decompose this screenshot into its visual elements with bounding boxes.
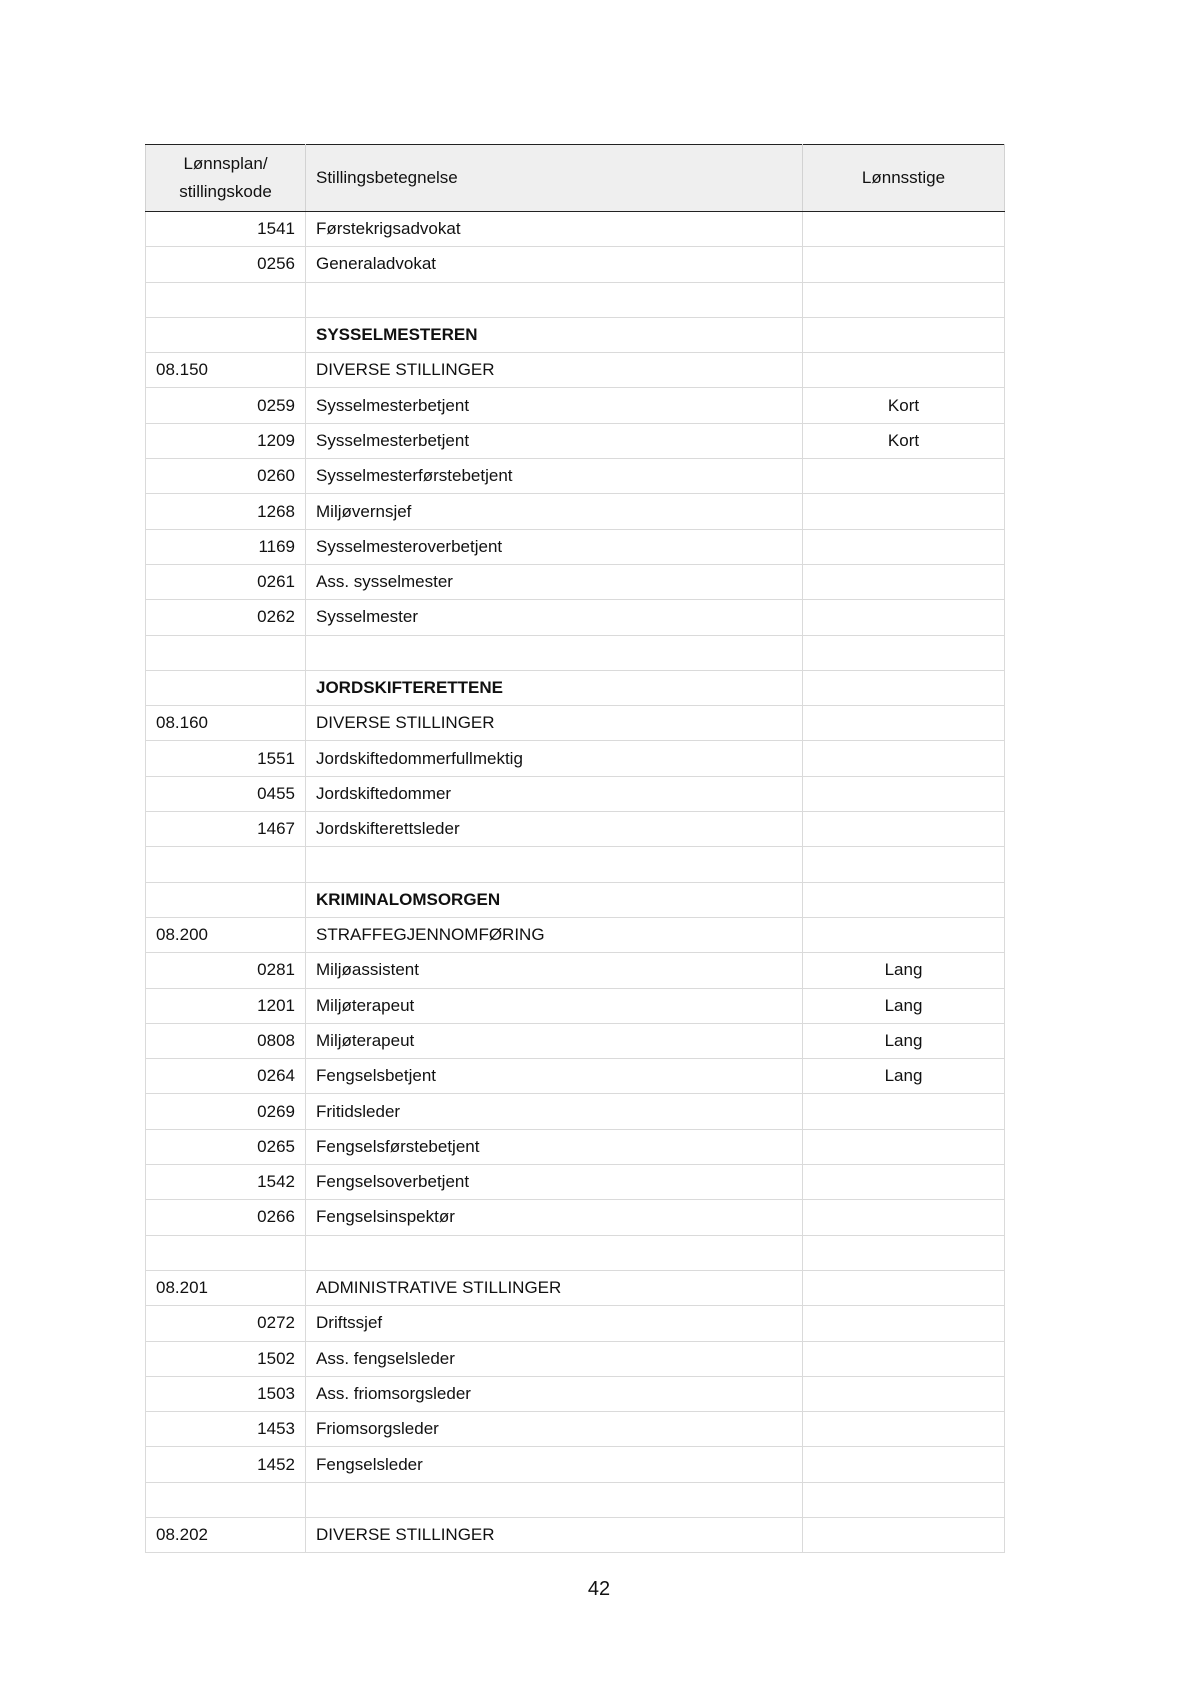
cell-title: Fengselsførstebetjent xyxy=(306,1129,803,1164)
cell-title: Ass. sysselmester xyxy=(306,564,803,599)
cell-code: 1503 xyxy=(146,1376,306,1411)
table-row xyxy=(146,1023,1005,1058)
cell-scale xyxy=(803,1094,1005,1129)
table-row xyxy=(146,353,1005,388)
table-row xyxy=(146,741,1005,776)
cell-scale xyxy=(803,670,1005,705)
cell-code xyxy=(146,847,306,882)
cell-title: Jordskiftedommer xyxy=(306,776,803,811)
cell-code xyxy=(146,635,306,670)
cell-scale xyxy=(803,600,1005,635)
cell-scale xyxy=(803,1341,1005,1376)
table-row xyxy=(146,1306,1005,1341)
cell-scale: Lang xyxy=(803,1023,1005,1058)
cell-scale xyxy=(803,882,1005,917)
cell-scale: Lang xyxy=(803,1059,1005,1094)
cell-code: 1541 xyxy=(146,212,306,247)
cell-code: 0808 xyxy=(146,1023,306,1058)
cell-title xyxy=(306,847,803,882)
cell-code: 0262 xyxy=(146,600,306,635)
cell-title: Sysselmesterbetjent xyxy=(306,388,803,423)
cell-title: Friomsorgsleder xyxy=(306,1412,803,1447)
cell-code: 1268 xyxy=(146,494,306,529)
cell-scale xyxy=(803,529,1005,564)
cell-scale xyxy=(803,494,1005,529)
table-row xyxy=(146,423,1005,458)
cell-code: 08.200 xyxy=(146,917,306,952)
cell-title: Generaladvokat xyxy=(306,247,803,282)
header-code-line2: stillingskode xyxy=(179,182,272,201)
cell-code: 1169 xyxy=(146,529,306,564)
cell-title: Fengselsleder xyxy=(306,1447,803,1482)
cell-code: 0256 xyxy=(146,247,306,282)
cell-scale xyxy=(803,1200,1005,1235)
cell-title: Sysselmesteroverbetjent xyxy=(306,529,803,564)
cell-code xyxy=(146,1235,306,1270)
cell-code: 1201 xyxy=(146,988,306,1023)
cell-scale xyxy=(803,1270,1005,1305)
cell-code: 0455 xyxy=(146,776,306,811)
cell-title: Miljøterapeut xyxy=(306,1023,803,1058)
cell-code: 08.160 xyxy=(146,706,306,741)
cell-scale: Lang xyxy=(803,953,1005,988)
cell-code: 0261 xyxy=(146,564,306,599)
table-row xyxy=(146,1517,1005,1552)
table-row xyxy=(146,882,1005,917)
cell-title: Jordskiftedommerfullmektig xyxy=(306,741,803,776)
table-row xyxy=(146,988,1005,1023)
table-row xyxy=(146,1270,1005,1305)
cell-scale xyxy=(803,247,1005,282)
table-row xyxy=(146,247,1005,282)
cell-scale xyxy=(803,317,1005,352)
cell-code xyxy=(146,882,306,917)
cell-code xyxy=(146,670,306,705)
cell-code: 0281 xyxy=(146,953,306,988)
cell-scale xyxy=(803,917,1005,952)
cell-code xyxy=(146,1482,306,1517)
cell-title xyxy=(306,1235,803,1270)
table-row xyxy=(146,1447,1005,1482)
cell-scale xyxy=(803,706,1005,741)
table-header xyxy=(146,145,1005,212)
table-body xyxy=(146,212,1005,1553)
cell-title: Jordskifterettsleder xyxy=(306,812,803,847)
cell-scale xyxy=(803,212,1005,247)
cell-code: 0266 xyxy=(146,1200,306,1235)
cell-code xyxy=(146,317,306,352)
cell-scale: Kort xyxy=(803,423,1005,458)
cell-title: Fengselsoverbetjent xyxy=(306,1165,803,1200)
cell-scale xyxy=(803,1129,1005,1164)
cell-scale: Kort xyxy=(803,388,1005,423)
cell-title: ADMINISTRATIVE STILLINGER xyxy=(306,1270,803,1305)
cell-code: 08.202 xyxy=(146,1517,306,1552)
table-row xyxy=(146,670,1005,705)
cell-scale xyxy=(803,635,1005,670)
cell-code: 0264 xyxy=(146,1059,306,1094)
table-row xyxy=(146,847,1005,882)
cell-title: Miljøvernsjef xyxy=(306,494,803,529)
cell-title: Sysselmester xyxy=(306,600,803,635)
table-row xyxy=(146,953,1005,988)
table-row xyxy=(146,459,1005,494)
table-row xyxy=(146,1129,1005,1164)
cell-title: Miljøassistent xyxy=(306,953,803,988)
cell-title: Miljøterapeut xyxy=(306,988,803,1023)
cell-code: 1502 xyxy=(146,1341,306,1376)
cell-scale xyxy=(803,812,1005,847)
cell-scale: Lang xyxy=(803,988,1005,1023)
cell-scale xyxy=(803,1412,1005,1447)
cell-code: 1452 xyxy=(146,1447,306,1482)
header-code-line1: Lønnsplan/ xyxy=(183,154,268,173)
cell-code: 1551 xyxy=(146,741,306,776)
header-row xyxy=(146,145,1005,212)
table-row xyxy=(146,706,1005,741)
cell-title: Fritidsleder xyxy=(306,1094,803,1129)
cell-title: DIVERSE STILLINGER xyxy=(306,706,803,741)
table-row xyxy=(146,776,1005,811)
table-row xyxy=(146,388,1005,423)
cell-title: DIVERSE STILLINGER xyxy=(306,353,803,388)
table-row xyxy=(146,1200,1005,1235)
cell-code: 08.150 xyxy=(146,353,306,388)
table-row xyxy=(146,917,1005,952)
cell-scale xyxy=(803,1306,1005,1341)
cell-scale xyxy=(803,1235,1005,1270)
cell-scale xyxy=(803,282,1005,317)
table-row xyxy=(146,600,1005,635)
cell-section-heading: JORDSKIFTERETTENE xyxy=(306,670,803,705)
cell-title: Førstekrigsadvokat xyxy=(306,212,803,247)
cell-code xyxy=(146,282,306,317)
cell-code: 1542 xyxy=(146,1165,306,1200)
cell-title: Sysselmesterførstebetjent xyxy=(306,459,803,494)
table-row xyxy=(146,1094,1005,1129)
table-row xyxy=(146,282,1005,317)
cell-title xyxy=(306,1482,803,1517)
cell-title: Fengselsbetjent xyxy=(306,1059,803,1094)
cell-title: DIVERSE STILLINGER xyxy=(306,1517,803,1552)
cell-scale xyxy=(803,741,1005,776)
table-row xyxy=(146,1059,1005,1094)
cell-scale xyxy=(803,1482,1005,1517)
cell-scale xyxy=(803,1517,1005,1552)
table-row xyxy=(146,317,1005,352)
table-row xyxy=(146,1341,1005,1376)
cell-scale xyxy=(803,847,1005,882)
table-row xyxy=(146,529,1005,564)
cell-code: 08.201 xyxy=(146,1270,306,1305)
table-row xyxy=(146,1235,1005,1270)
cell-code: 1209 xyxy=(146,423,306,458)
cell-code: 0265 xyxy=(146,1129,306,1164)
table-row xyxy=(146,1165,1005,1200)
cell-title xyxy=(306,635,803,670)
header-title: Stillingsbetegnelse xyxy=(306,145,803,212)
page-number: 42 xyxy=(587,1578,611,1600)
cell-code: 0269 xyxy=(146,1094,306,1129)
cell-title: Driftssjef xyxy=(306,1306,803,1341)
table-row xyxy=(146,494,1005,529)
cell-scale xyxy=(803,1447,1005,1482)
cell-title: Fengselsinspektør xyxy=(306,1200,803,1235)
cell-title: Ass. friomsorgsleder xyxy=(306,1376,803,1411)
cell-code: 0259 xyxy=(146,388,306,423)
table-row xyxy=(146,812,1005,847)
cell-section-heading: KRIMINALOMSORGEN xyxy=(306,882,803,917)
table-row xyxy=(146,1412,1005,1447)
table-row xyxy=(146,635,1005,670)
cell-scale xyxy=(803,459,1005,494)
table-row xyxy=(146,212,1005,247)
cell-section-heading: SYSSELMESTEREN xyxy=(306,317,803,352)
cell-title: STRAFFEGJENNOMFØRING xyxy=(306,917,803,952)
cell-code: 1467 xyxy=(146,812,306,847)
cell-scale xyxy=(803,1376,1005,1411)
cell-code: 0272 xyxy=(146,1306,306,1341)
cell-title: Ass. fengselsleder xyxy=(306,1341,803,1376)
cell-scale xyxy=(803,776,1005,811)
cell-title xyxy=(306,282,803,317)
salary-table xyxy=(145,144,1005,1553)
cell-scale xyxy=(803,564,1005,599)
table-row xyxy=(146,1482,1005,1517)
cell-code: 1453 xyxy=(146,1412,306,1447)
cell-title: Sysselmesterbetjent xyxy=(306,423,803,458)
cell-scale xyxy=(803,1165,1005,1200)
header-scale: Lønnsstige xyxy=(803,145,1005,212)
header-code xyxy=(146,145,306,212)
cell-scale xyxy=(803,353,1005,388)
table-row xyxy=(146,564,1005,599)
table-row xyxy=(146,1376,1005,1411)
cell-code: 0260 xyxy=(146,459,306,494)
